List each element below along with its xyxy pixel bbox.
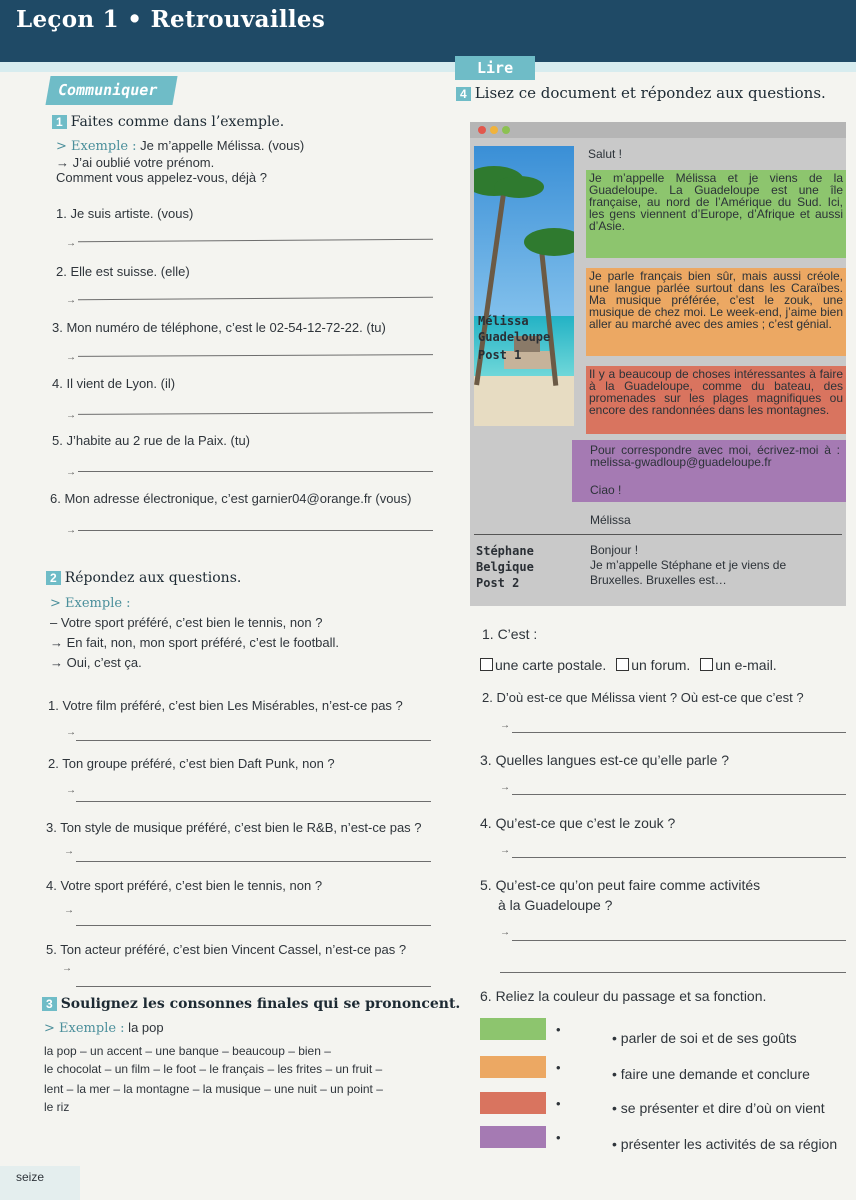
answer-line[interactable]	[78, 412, 433, 415]
ex2-example-line2: → En fait, non, mon sport préféré, c’est le football.	[50, 635, 340, 650]
palm-frond	[494, 176, 544, 198]
paragraph-green: Je m’appelle Mélissa et je viens de la Guadeloupe. La Guadeloupe est une île française, au nord de l’Amérique du Sud. Ici, les gens viennent d’Europe, d’Afrique et aussi d’Asie.	[586, 170, 846, 258]
answer-line[interactable]	[78, 471, 433, 472]
answer-line[interactable]	[500, 972, 846, 973]
ex3-title	[42, 996, 460, 1012]
lesson-title: Leçon 1 • Retrouvailles	[16, 6, 326, 33]
color-swatch-red[interactable]	[480, 1092, 546, 1114]
ex2-example-label: > Exemple :	[50, 596, 131, 611]
q3: 3. Quelles langues est-ce qu’elle parle ?	[480, 752, 730, 768]
answer-line[interactable]	[78, 354, 433, 357]
option-forum: un forum.	[631, 657, 691, 673]
answer-line[interactable]	[512, 940, 846, 941]
ex1-example	[56, 138, 304, 154]
answer-line[interactable]	[76, 986, 431, 987]
palm-frond	[524, 228, 574, 256]
ex1-number: 1	[52, 115, 67, 129]
paragraph-orange: Je parle français bien sûr, mais aussi créole, une langue parlée surtout dans les Caraïbes. Ma musique préférée, c’est le zouk, une musique de chez moi. Le week-end, j’aime bien aller au marché avec des amies ; c’est génial.	[586, 268, 846, 356]
ex1-item-1: 1. Je suis artiste. (vous)	[56, 206, 194, 221]
arrow-icon: →	[500, 720, 510, 731]
answer-line[interactable]	[78, 239, 433, 242]
minimize-dot-icon	[490, 126, 498, 134]
paragraph-red: Il y a beaucoup de choses intéressantes à faire à la Guadeloupe, comme du bateau, des promenades sur les plages magnifiques ou encore des randonnées dans les montagnes.	[586, 366, 846, 434]
answer-line[interactable]	[76, 861, 431, 862]
ex3-example-text: la pop	[124, 1020, 164, 1035]
answer-line[interactable]	[76, 740, 431, 741]
ex2-item-1: 1. Votre film préféré, c’est bien Les Misérables, n’est-ce pas ?	[48, 698, 403, 713]
arrow-icon: →	[66, 467, 76, 478]
ex4-title-text: Lisez ce document et répondez aux questions.	[474, 84, 826, 102]
ex2-title-text: Répondez aux questions.	[64, 570, 242, 586]
ex2-example-line1: – Votre sport préféré, c’est bien le tennis, non ?	[50, 615, 323, 630]
post2-text1: Je m’appelle Stéphane et je viens de	[590, 558, 787, 572]
q1-options	[480, 657, 777, 673]
checkbox-email[interactable]	[700, 658, 713, 671]
answer-line[interactable]	[76, 925, 431, 926]
option-email: un e-mail.	[715, 657, 777, 673]
arrow-icon: →	[64, 905, 74, 916]
maximize-dot-icon	[502, 126, 510, 134]
ex3-line-2: le chocolat – un film – le foot – le français – les frites – un fruit –	[44, 1062, 383, 1076]
arrow-icon: →	[66, 238, 76, 249]
post2-name: Stéphane	[476, 544, 534, 558]
ex1-item-2: 2. Elle est suisse. (elle)	[56, 264, 190, 279]
color-swatch-orange[interactable]	[480, 1056, 546, 1078]
header-stripe	[0, 62, 856, 72]
purple-ciao: Ciao !	[590, 483, 622, 497]
ex4-number: 4	[456, 87, 471, 101]
tab-communiquer: Communiquer	[45, 76, 177, 105]
arrow-icon: →	[66, 410, 76, 421]
paragraph-purple	[572, 440, 846, 502]
answer-line[interactable]	[78, 530, 433, 531]
answer-line[interactable]	[78, 297, 433, 300]
answer-line[interactable]	[512, 857, 846, 858]
arrow-icon: →	[500, 782, 510, 793]
ex3-example-label: > Exemple :	[44, 1021, 125, 1036]
color-swatch-purple[interactable]	[480, 1126, 546, 1148]
arrow-icon: →	[66, 727, 76, 738]
forum-document	[470, 122, 846, 606]
ex2-item-4: 4. Votre sport préféré, c’est bien le tennis, non ?	[46, 878, 323, 893]
post1-label: Post 1	[478, 348, 522, 362]
match-dot[interactable]: •	[556, 1096, 561, 1111]
post2-greeting: Bonjour !	[590, 543, 639, 557]
ex3-line-4: le riz	[44, 1100, 70, 1114]
ex4-title	[456, 84, 826, 102]
q6: 6. Reliez la couleur du passage et sa fonction.	[480, 988, 767, 1004]
arrow-icon: →	[66, 525, 76, 536]
arrow-icon: →	[66, 352, 76, 363]
purple-contact: Pour correspondre avec moi, écrivez-moi à : melissa-gwadloup@guadeloupe.fr	[590, 443, 840, 469]
ex1-item-5: 5. J’habite au 2 rue de la Paix. (tu)	[52, 433, 251, 448]
post1-name: Mélissa	[478, 314, 529, 328]
q5-line2: à la Guadeloupe ?	[498, 897, 613, 913]
ex2-item-3: 3. Ton style de musique préféré, c’est bien le R&B, n’est-ce pas ?	[46, 820, 422, 835]
post2-text2: Bruxelles. Bruxelles est…	[590, 573, 727, 587]
function-2[interactable]: • faire une demande et conclure	[612, 1066, 810, 1082]
page-number: seize	[16, 1170, 45, 1184]
match-dot[interactable]: •	[556, 1022, 561, 1037]
option-postcard: une carte postale.	[495, 657, 607, 673]
ex1-title	[52, 114, 284, 130]
post-divider	[474, 534, 842, 535]
q1: 1. C’est :	[482, 626, 538, 642]
ex3-number: 3	[42, 997, 57, 1011]
post1-greeting: Salut !	[588, 147, 623, 161]
ex2-example-line3: → Oui, c’est ça.	[50, 655, 142, 670]
match-dot[interactable]: •	[556, 1130, 561, 1145]
q4: 4. Qu’est-ce que c’est le zouk ?	[480, 815, 676, 831]
post1-signature: Mélissa	[590, 513, 631, 527]
ex1-example-label: > Exemple :	[56, 139, 137, 154]
guadeloupe-beach-photo	[474, 146, 574, 426]
ex1-example-answer1: → J’ai oublié votre prénom.	[56, 155, 215, 170]
match-dot[interactable]: •	[556, 1060, 561, 1075]
post1-place: Guadeloupe	[478, 330, 551, 344]
close-dot-icon	[478, 126, 486, 134]
q5-line1: 5. Qu’est-ce qu’on peut faire comme activités	[480, 877, 761, 893]
ex3-title-text: Soulignez les consonnes finales qui se prononcent.	[60, 996, 461, 1012]
function-4[interactable]: • présenter les activités de sa région	[612, 1136, 838, 1152]
ex2-item-5: 5. Ton acteur préféré, c’est bien Vincent Cassel, n’est-ce pas ?	[46, 942, 407, 957]
ex1-title-text: Faites comme dans l’exemple.	[70, 114, 285, 130]
checkbox-postcard[interactable]	[480, 658, 493, 671]
ex2-number: 2	[46, 571, 61, 585]
ex1-item-3: 3. Mon numéro de téléphone, c’est le 02-54-12-72-22. (tu)	[52, 320, 386, 335]
ex2-item-2: 2. Ton groupe préféré, c’est bien Daft Punk, non ?	[48, 756, 335, 771]
color-swatch-green[interactable]	[480, 1018, 546, 1040]
window-title-bar	[470, 122, 846, 138]
ex1-example-text: Je m’appelle Mélissa. (vous)	[136, 138, 305, 153]
arrow-icon: →	[64, 846, 74, 857]
ex1-item-4: 4. Il vient de Lyon. (il)	[52, 376, 176, 391]
arrow-icon: →	[62, 963, 72, 974]
function-1[interactable]: • parler de soi et de ses goûts	[612, 1030, 797, 1046]
ex3-line-3: lent – la mer – la montagne – la musique – une nuit – un point –	[44, 1082, 383, 1096]
checkbox-forum[interactable]	[616, 658, 629, 671]
answer-line[interactable]	[512, 794, 846, 795]
function-3[interactable]: • se présenter et dire d’où on vient	[612, 1100, 825, 1116]
arrow-icon: →	[66, 295, 76, 306]
ex3-line-1: la pop – un accent – une banque – beaucoup – bien –	[44, 1044, 331, 1058]
q2: 2. D’où est-ce que Mélissa vient ? Où est-ce que c’est ?	[482, 690, 804, 705]
answer-line[interactable]	[512, 732, 846, 733]
arrow-icon: →	[500, 927, 510, 938]
sand	[474, 376, 574, 426]
arrow-icon: →	[500, 845, 510, 856]
ex1-example-answer2: Comment vous appelez-vous, déjà ?	[56, 170, 268, 185]
ex3-example	[44, 1020, 164, 1036]
ex2-title	[46, 570, 241, 586]
answer-line[interactable]	[76, 801, 431, 802]
tab-lire: Lire	[455, 56, 535, 80]
post2-label: Post 2	[476, 576, 520, 590]
post2-place: Belgique	[476, 560, 534, 574]
arrow-icon: →	[66, 785, 76, 796]
ex1-item-6: 6. Mon adresse électronique, c’est garnier04@orange.fr (vous)	[50, 491, 412, 506]
